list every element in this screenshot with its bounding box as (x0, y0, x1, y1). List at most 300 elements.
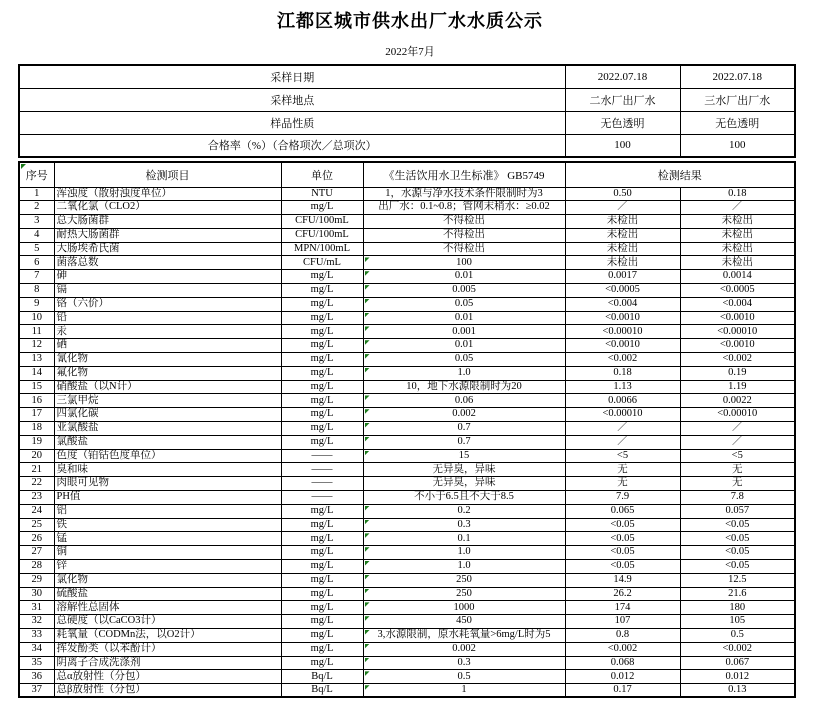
comment-marker-icon (365, 395, 370, 400)
standard-cell: 0.05 (363, 297, 565, 311)
table-row (19, 642, 795, 656)
unit-cell: mg/L (281, 518, 363, 532)
info-row-sample-location (19, 88, 795, 111)
standard-cell: 0.005 (363, 284, 565, 298)
standard-cell: 1，水源与净水技术条件限制时为3 (363, 187, 565, 201)
result-plant2-cell: <0.05 (565, 518, 680, 532)
result-plant2-cell: <0.05 (565, 546, 680, 560)
result-plant3-cell: 0.13 (680, 684, 795, 698)
standard-cell: 0.002 (363, 642, 565, 656)
info-value-plant3: 100 (680, 134, 795, 157)
unit-cell: —— (281, 463, 363, 477)
standard-cell: 0.1 (363, 532, 565, 546)
standard-cell: 450 (363, 615, 565, 629)
result-plant3-cell: 0.18 (680, 187, 795, 201)
col-header-unit: 单位 (281, 162, 363, 187)
item-name-cell: 铜 (54, 546, 281, 560)
unit-cell: —— (281, 477, 363, 491)
result-plant2-cell: 0.012 (565, 670, 680, 684)
info-value-plant3: 2022.07.18 (680, 65, 795, 88)
report-body (18, 64, 794, 698)
table-row (19, 422, 795, 436)
item-name-cell: 硒 (54, 339, 281, 353)
item-name-cell: 硝酸盐（以N计） (54, 380, 281, 394)
result-plant2-cell: 未检出 (565, 256, 680, 270)
table-row (19, 449, 795, 463)
result-plant2-cell: 未检出 (565, 242, 680, 256)
unit-cell: mg/L (281, 546, 363, 560)
item-name-cell: 铅 (54, 311, 281, 325)
standard-cell: 0.7 (363, 422, 565, 436)
table-row (19, 187, 795, 201)
col-header-item: 检测项目 (54, 162, 281, 187)
comment-marker-icon (365, 340, 370, 345)
comment-marker-icon (365, 257, 370, 262)
info-row-sample-date (19, 65, 795, 88)
standard-cell: 0.01 (363, 311, 565, 325)
row-number-cell: 31 (19, 601, 54, 615)
info-value-plant2: 2022.07.18 (565, 65, 680, 88)
unit-cell: mg/L (281, 615, 363, 629)
comment-marker-icon (365, 437, 370, 442)
result-plant3-cell: 0.067 (680, 656, 795, 670)
item-name-cell: 铝 (54, 504, 281, 518)
comment-marker-icon (365, 561, 370, 566)
row-number-cell: 20 (19, 449, 54, 463)
standard-cell: 0.5 (363, 670, 565, 684)
item-name-cell: 肉眼可见物 (54, 477, 281, 491)
comment-marker-icon (365, 630, 370, 635)
info-table (18, 64, 796, 158)
standard-cell: 1.0 (363, 546, 565, 560)
row-number-cell: 29 (19, 573, 54, 587)
result-plant3-cell: ／ (680, 435, 795, 449)
item-name-cell: 挥发酚类（以苯酚计） (54, 642, 281, 656)
item-name-cell: 氟化物 (54, 366, 281, 380)
info-value-plant3: 三水厂出厂水 (680, 88, 795, 111)
row-number-cell: 30 (19, 587, 54, 601)
result-plant3-cell: 0.012 (680, 670, 795, 684)
row-number-cell: 2 (19, 201, 54, 215)
standard-cell: 不得检出 (363, 228, 565, 242)
table-row (19, 670, 795, 684)
unit-cell: mg/L (281, 601, 363, 615)
col-header-no-label: 序号 (25, 169, 48, 182)
result-plant2-cell: ／ (565, 435, 680, 449)
result-plant3-cell: <5 (680, 449, 795, 463)
result-plant2-cell: 1.13 (565, 380, 680, 394)
item-name-cell: 三氯甲烷 (54, 394, 281, 408)
comment-marker-icon (365, 451, 370, 456)
result-plant3-cell: 1.19 (680, 380, 795, 394)
row-number-cell: 32 (19, 615, 54, 629)
result-plant2-cell: ／ (565, 422, 680, 436)
unit-cell: MPN/100mL (281, 242, 363, 256)
item-name-cell: PH值 (54, 491, 281, 505)
table-row (19, 311, 795, 325)
standard-cell: 0.01 (363, 270, 565, 284)
row-number-cell: 1 (19, 187, 54, 201)
table-row (19, 366, 795, 380)
result-plant3-cell: <0.05 (680, 518, 795, 532)
comment-marker-icon (365, 685, 370, 690)
comment-marker-icon (365, 299, 370, 304)
comment-marker-icon (365, 423, 370, 428)
result-plant2-cell: <0.05 (565, 532, 680, 546)
result-plant3-cell: ／ (680, 201, 795, 215)
result-plant2-cell: <0.002 (565, 353, 680, 367)
row-number-cell: 12 (19, 339, 54, 353)
row-number-cell: 4 (19, 228, 54, 242)
info-label: 样品性质 (19, 111, 565, 134)
comment-marker-icon (365, 589, 370, 594)
row-number-cell: 26 (19, 532, 54, 546)
table-row (19, 656, 795, 670)
table-row (19, 215, 795, 229)
result-plant3-cell: <0.0005 (680, 284, 795, 298)
info-label: 采样日期 (19, 65, 565, 88)
result-plant3-cell: <0.00010 (680, 325, 795, 339)
row-number-cell: 27 (19, 546, 54, 560)
item-name-cell: 总β放射性（分包） (54, 684, 281, 698)
unit-cell: mg/L (281, 504, 363, 518)
result-plant3-cell: <0.05 (680, 546, 795, 560)
standard-cell: 10，地下水源限制时为20 (363, 380, 565, 394)
comment-marker-icon (365, 671, 370, 676)
comment-marker-icon (365, 533, 370, 538)
result-plant3-cell: 7.8 (680, 491, 795, 505)
item-name-cell: 浑浊度（散射浊度单位） (54, 187, 281, 201)
table-row (19, 353, 795, 367)
table-row (19, 491, 795, 505)
item-name-cell: 氯化物 (54, 573, 281, 587)
row-number-cell: 34 (19, 642, 54, 656)
result-plant2-cell: 未检出 (565, 228, 680, 242)
item-name-cell: 氯酸盐 (54, 435, 281, 449)
result-plant2-cell: <5 (565, 449, 680, 463)
result-plant3-cell: 0.0022 (680, 394, 795, 408)
table-row (19, 587, 795, 601)
item-name-cell: 阴离子合成洗涤剂 (54, 656, 281, 670)
standard-cell: 250 (363, 587, 565, 601)
info-value-plant2: 无色透明 (565, 111, 680, 134)
table-row (19, 325, 795, 339)
result-plant2-cell: 未检出 (565, 215, 680, 229)
item-name-cell: 亚氯酸盐 (54, 422, 281, 436)
unit-cell: mg/L (281, 642, 363, 656)
item-name-cell: 溶解性总固体 (54, 601, 281, 615)
standard-cell: 出厂水：0.1~0.8；管网末稍水：≥0.02 (363, 201, 565, 215)
standard-cell: 不小于6.5且不大于8.5 (363, 491, 565, 505)
standard-cell: 3,水源限制，原水耗氧量>6mg/L时为5 (363, 629, 565, 643)
item-name-cell: 二氧化氯（CLO2） (54, 201, 281, 215)
results-table (18, 161, 796, 698)
row-number-cell: 33 (19, 629, 54, 643)
standard-cell: 15 (363, 449, 565, 463)
table-row (19, 560, 795, 574)
standard-cell: 0.05 (363, 353, 565, 367)
result-plant2-cell: 0.17 (565, 684, 680, 698)
results-header-row (19, 162, 795, 187)
unit-cell: mg/L (281, 380, 363, 394)
unit-cell: mg/L (281, 297, 363, 311)
unit-cell: mg/L (281, 435, 363, 449)
table-row (19, 394, 795, 408)
info-row-sample-property (19, 111, 795, 134)
result-plant3-cell: 未检出 (680, 256, 795, 270)
result-plant2-cell: 0.0017 (565, 270, 680, 284)
standard-cell: 0.01 (363, 339, 565, 353)
result-plant2-cell: <0.05 (565, 560, 680, 574)
row-number-cell: 23 (19, 491, 54, 505)
result-plant2-cell: <0.004 (565, 297, 680, 311)
unit-cell: mg/L (281, 629, 363, 643)
table-row (19, 684, 795, 698)
item-name-cell: 铬（六价） (54, 297, 281, 311)
col-header-result: 检测结果 (565, 162, 795, 187)
standard-cell: 0.2 (363, 504, 565, 518)
unit-cell: mg/L (281, 366, 363, 380)
item-name-cell: 锌 (54, 560, 281, 574)
standard-cell: 0.7 (363, 435, 565, 449)
table-row (19, 546, 795, 560)
row-number-cell: 19 (19, 435, 54, 449)
row-number-cell: 18 (19, 422, 54, 436)
info-label: 采样地点 (19, 88, 565, 111)
result-plant2-cell: <0.0005 (565, 284, 680, 298)
info-row-pass-rate (19, 134, 795, 157)
unit-cell: CFU/100mL (281, 215, 363, 229)
table-row (19, 629, 795, 643)
standard-cell: 0.3 (363, 518, 565, 532)
standard-cell: 不得检出 (363, 242, 565, 256)
row-number-cell: 24 (19, 504, 54, 518)
item-name-cell: 四氯化碳 (54, 408, 281, 422)
table-row (19, 297, 795, 311)
result-plant2-cell: 0.065 (565, 504, 680, 518)
comment-marker-icon (365, 271, 370, 276)
item-name-cell: 汞 (54, 325, 281, 339)
standard-cell: 0.3 (363, 656, 565, 670)
row-number-cell: 11 (19, 325, 54, 339)
result-plant3-cell: 0.19 (680, 366, 795, 380)
result-plant3-cell: <0.05 (680, 560, 795, 574)
row-number-cell: 5 (19, 242, 54, 256)
col-header-no (19, 162, 54, 187)
table-row (19, 408, 795, 422)
table-row (19, 532, 795, 546)
result-plant3-cell: <0.002 (680, 642, 795, 656)
unit-cell: mg/L (281, 573, 363, 587)
result-plant3-cell: 无 (680, 463, 795, 477)
unit-cell: CFU/100mL (281, 228, 363, 242)
unit-cell: —— (281, 491, 363, 505)
table-row (19, 573, 795, 587)
table-row (19, 601, 795, 615)
col-header-standard: 《生活饮用水卫生标准》 GB5749 (363, 162, 565, 187)
unit-cell: mg/L (281, 311, 363, 325)
table-row (19, 463, 795, 477)
item-name-cell: 镉 (54, 284, 281, 298)
item-name-cell: 砷 (54, 270, 281, 284)
result-plant3-cell: 0.057 (680, 504, 795, 518)
unit-cell: mg/L (281, 408, 363, 422)
result-plant2-cell: 0.068 (565, 656, 680, 670)
report-month: 2022年7月 (385, 46, 435, 58)
unit-cell: mg/L (281, 532, 363, 546)
result-plant2-cell: 7.9 (565, 491, 680, 505)
table-row (19, 435, 795, 449)
unit-cell: —— (281, 449, 363, 463)
comment-marker-icon (365, 506, 370, 511)
standard-cell: 0.06 (363, 394, 565, 408)
unit-cell: mg/L (281, 201, 363, 215)
table-row (19, 256, 795, 270)
result-plant2-cell: 0.0066 (565, 394, 680, 408)
result-plant2-cell: 14.9 (565, 573, 680, 587)
page-title: 江都区城市供水出厂水水质公示 (277, 11, 543, 31)
item-name-cell: 大肠埃希氏菌 (54, 242, 281, 256)
result-plant2-cell: <0.00010 (565, 408, 680, 422)
unit-cell: Bq/L (281, 684, 363, 698)
row-number-cell: 7 (19, 270, 54, 284)
result-plant2-cell: 0.8 (565, 629, 680, 643)
result-plant3-cell: 0.5 (680, 629, 795, 643)
row-number-cell: 16 (19, 394, 54, 408)
info-value-plant2: 二水厂出厂水 (565, 88, 680, 111)
result-plant3-cell: ／ (680, 422, 795, 436)
table-row (19, 380, 795, 394)
item-name-cell: 总大肠菌群 (54, 215, 281, 229)
standard-cell: 0.002 (363, 408, 565, 422)
unit-cell: mg/L (281, 422, 363, 436)
row-number-cell: 28 (19, 560, 54, 574)
comment-marker-icon (365, 520, 370, 525)
info-label: 合格率（%）（合格项次／总项次） (19, 134, 565, 157)
result-plant2-cell: 26.2 (565, 587, 680, 601)
comment-marker-icon (365, 644, 370, 649)
unit-cell: mg/L (281, 284, 363, 298)
unit-cell: mg/L (281, 353, 363, 367)
comment-marker-icon (365, 602, 370, 607)
comment-marker-icon (365, 616, 370, 621)
standard-cell: 250 (363, 573, 565, 587)
table-row (19, 228, 795, 242)
unit-cell: mg/L (281, 560, 363, 574)
row-number-cell: 37 (19, 684, 54, 698)
result-plant2-cell: <0.0010 (565, 339, 680, 353)
comment-marker-icon (365, 575, 370, 580)
standard-cell: 1 (363, 684, 565, 698)
row-number-cell: 21 (19, 463, 54, 477)
results-tbody (19, 187, 795, 697)
row-number-cell: 6 (19, 256, 54, 270)
item-name-cell: 色度（铂钴色度单位） (54, 449, 281, 463)
row-number-cell: 36 (19, 670, 54, 684)
item-name-cell: 耐热大肠菌群 (54, 228, 281, 242)
row-number-cell: 17 (19, 408, 54, 422)
result-plant3-cell: 180 (680, 601, 795, 615)
item-name-cell: 耗氧量（CODMn法，以O2计） (54, 629, 281, 643)
unit-cell: mg/L (281, 339, 363, 353)
row-number-cell: 13 (19, 353, 54, 367)
table-row (19, 284, 795, 298)
standard-cell: 1.0 (363, 366, 565, 380)
comment-marker-icon (21, 164, 26, 169)
row-number-cell: 10 (19, 311, 54, 325)
result-plant3-cell: 未检出 (680, 228, 795, 242)
result-plant2-cell: 174 (565, 601, 680, 615)
result-plant2-cell: <0.00010 (565, 325, 680, 339)
item-name-cell: 锰 (54, 532, 281, 546)
unit-cell: CFU/mL (281, 256, 363, 270)
row-number-cell: 25 (19, 518, 54, 532)
unit-cell: mg/L (281, 270, 363, 284)
result-plant3-cell: 未检出 (680, 242, 795, 256)
result-plant2-cell: 无 (565, 477, 680, 491)
item-name-cell: 臭和味 (54, 463, 281, 477)
result-plant3-cell: 0.0014 (680, 270, 795, 284)
item-name-cell: 总硬度（以CaCO3计） (54, 615, 281, 629)
info-value-plant2: 100 (565, 134, 680, 157)
item-name-cell: 氰化物 (54, 353, 281, 367)
result-plant2-cell: 无 (565, 463, 680, 477)
comment-marker-icon (365, 326, 370, 331)
result-plant3-cell: <0.0010 (680, 339, 795, 353)
comment-marker-icon (365, 547, 370, 552)
item-name-cell: 菌落总数 (54, 256, 281, 270)
result-plant2-cell: <0.0010 (565, 311, 680, 325)
row-number-cell: 35 (19, 656, 54, 670)
table-row (19, 504, 795, 518)
result-plant3-cell: <0.002 (680, 353, 795, 367)
result-plant3-cell: 未检出 (680, 215, 795, 229)
row-number-cell: 22 (19, 477, 54, 491)
result-plant2-cell: 0.18 (565, 366, 680, 380)
result-plant3-cell: 无 (680, 477, 795, 491)
table-row (19, 201, 795, 215)
unit-cell: mg/L (281, 325, 363, 339)
table-row (19, 518, 795, 532)
item-name-cell: 总α放射性（分包） (54, 670, 281, 684)
standard-cell: 0.001 (363, 325, 565, 339)
unit-cell: Bq/L (281, 670, 363, 684)
comment-marker-icon (365, 354, 370, 359)
result-plant3-cell: <0.00010 (680, 408, 795, 422)
result-plant3-cell: <0.0010 (680, 311, 795, 325)
table-row (19, 477, 795, 491)
unit-cell: mg/L (281, 656, 363, 670)
result-plant3-cell: 12.5 (680, 573, 795, 587)
row-number-cell: 14 (19, 366, 54, 380)
row-number-cell: 15 (19, 380, 54, 394)
unit-cell: NTU (281, 187, 363, 201)
result-plant2-cell: 107 (565, 615, 680, 629)
unit-cell: mg/L (281, 587, 363, 601)
standard-cell: 无异臭，异味 (363, 463, 565, 477)
table-row (19, 242, 795, 256)
standard-cell: 100 (363, 256, 565, 270)
table-row (19, 615, 795, 629)
item-name-cell: 铁 (54, 518, 281, 532)
standard-cell: 不得检出 (363, 215, 565, 229)
row-number-cell: 8 (19, 284, 54, 298)
result-plant2-cell: <0.002 (565, 642, 680, 656)
result-plant3-cell: 21.6 (680, 587, 795, 601)
unit-cell: mg/L (281, 394, 363, 408)
row-number-cell: 9 (19, 297, 54, 311)
row-number-cell: 3 (19, 215, 54, 229)
